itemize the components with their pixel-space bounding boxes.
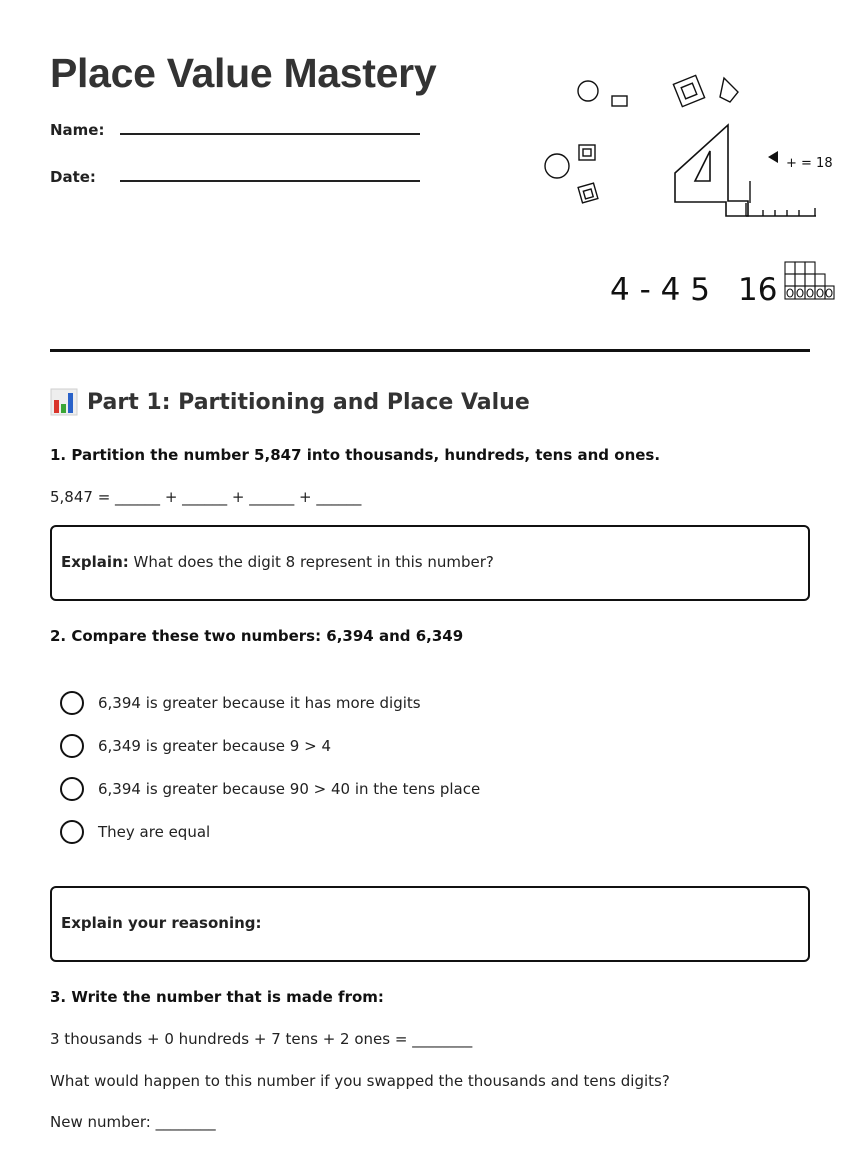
date-label: Date: xyxy=(50,168,96,186)
question-3-prompt: 3. Write the number that is made from: xyxy=(50,988,384,1006)
reasoning-label: Explain your reasoning: xyxy=(61,914,262,932)
date-line[interactable] xyxy=(120,180,420,182)
worksheet-title: Place Value Mastery xyxy=(50,50,437,96)
question-3-followup: What would happen to this number if you swapped the thousands and tens digits? xyxy=(50,1072,670,1090)
question-3-expression[interactable]: 3 thousands + 0 hundreds + 7 tens + 2 ones = ________ xyxy=(50,1030,473,1048)
option-c[interactable] xyxy=(60,776,480,802)
bar-chart-icon xyxy=(50,388,78,416)
question-3-new-number[interactable]: New number: ________ xyxy=(50,1113,216,1131)
circle-shape xyxy=(578,81,598,101)
name-field[interactable] xyxy=(50,121,104,139)
name-line[interactable] xyxy=(120,133,420,135)
date-field[interactable] xyxy=(50,168,96,186)
question-1-prompt: 1. Partition the number 5,847 into thousands, hundreds, tens and ones. xyxy=(50,446,661,464)
question-2-reasoning-box[interactable] xyxy=(50,886,810,962)
option-label: 6,394 is greater because it has more digits xyxy=(98,694,421,712)
tilted-square-shape xyxy=(578,183,598,203)
option-label: 6,394 is greater because 90 > 40 in the tens place xyxy=(98,780,481,798)
option-a[interactable] xyxy=(60,690,421,716)
base-ten-blocks-icon xyxy=(785,262,834,299)
header-divider xyxy=(50,349,810,352)
ruler-outline xyxy=(746,181,816,216)
explain-label: Explain: xyxy=(61,553,129,571)
radio-button[interactable] xyxy=(60,691,84,715)
circle-shape-2 xyxy=(545,154,569,178)
explain-text: What does the digit 8 represent in this number? xyxy=(133,553,494,571)
math-illustration xyxy=(540,65,833,315)
rectangle-shape xyxy=(612,96,627,106)
diamond-shape xyxy=(673,75,704,106)
side-equation: + = 18 xyxy=(786,156,833,171)
outlined-digit-four xyxy=(675,125,748,216)
part1-title-text: Part 1: Partitioning and Place Value xyxy=(87,389,530,415)
illustration-number: 16 xyxy=(738,272,778,308)
illustration-equation: 4 - 4 5 xyxy=(610,272,710,308)
square-inner-shape xyxy=(583,149,591,156)
left-arrow-icon xyxy=(768,151,778,163)
option-label: 6,349 is greater because 9 > 4 xyxy=(98,737,331,755)
option-d[interactable] xyxy=(60,819,210,845)
trapezoid-shape xyxy=(720,78,738,102)
square-shape xyxy=(579,145,595,160)
question-1-equation[interactable]: 5,847 = ______ + ______ + ______ + ______ xyxy=(50,488,362,506)
question-1-explain-box[interactable] xyxy=(50,525,810,601)
radio-button[interactable] xyxy=(60,820,84,844)
name-label: Name: xyxy=(50,121,105,139)
option-b[interactable] xyxy=(60,733,331,759)
question-2-prompt: 2. Compare these two numbers: 6,394 and 6,349 xyxy=(50,627,464,645)
radio-button[interactable] xyxy=(60,734,84,758)
worksheet-page xyxy=(50,0,833,1161)
option-label: They are equal xyxy=(98,823,211,841)
part1-title xyxy=(50,388,530,416)
ruler-ticks xyxy=(763,208,815,216)
radio-button[interactable] xyxy=(60,777,84,801)
